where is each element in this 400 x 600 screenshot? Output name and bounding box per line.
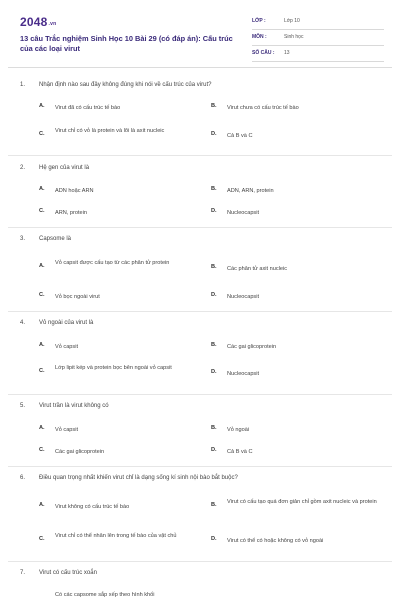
option-letter: C. — [39, 208, 45, 214]
option-letter: C. — [39, 292, 45, 298]
option-letter: A. — [39, 502, 45, 508]
option-letter: D. — [211, 447, 217, 453]
option-letter: B. — [211, 425, 217, 431]
meta-label: MÔN : — [252, 34, 267, 40]
question-text: Capsome là — [39, 236, 72, 242]
question-number: 6. — [20, 475, 26, 481]
option-letter: D. — [211, 369, 217, 375]
meta-table — [252, 15, 384, 63]
option-text: ARN, protein — [55, 210, 88, 216]
question-divider — [8, 394, 392, 395]
question-text: Điều quan trọng nhất khiến virut chỉ là dạng sống kí sinh nội bào bắt buộc? — [39, 475, 238, 481]
option-text: Virut có thể có hoặc không có vỏ ngoài — [227, 538, 324, 544]
document-title: 13 câu Trắc nghiệm Sinh Học 10 Bài 29 (có đáp án): Cấu trúc của các loại virut — [20, 34, 233, 53]
question-number: 4. — [20, 320, 26, 326]
question-divider — [8, 155, 392, 156]
question-text: Hệ gen của virut là — [39, 165, 90, 171]
option-text: Các phân tử axit nucleic — [227, 266, 288, 272]
question-divider — [8, 466, 392, 467]
question-divider — [8, 311, 392, 312]
option-letter: A. — [39, 186, 45, 192]
option-text: Vỏ capsit — [55, 344, 79, 350]
option-text: Nucleocapsit — [227, 210, 260, 216]
meta-value: Lớp 10 — [284, 18, 300, 24]
meta-value: Sinh học — [284, 34, 304, 40]
question-number: 5. — [20, 403, 26, 409]
option-letter: D. — [211, 536, 217, 542]
option-text: Vỏ capsit được cấu tạo từ các phân tử protein — [55, 260, 170, 266]
question-number: 2. — [20, 165, 26, 171]
option-letter: B. — [211, 502, 217, 508]
option-text: Virut chỉ có thể nhân lên trong tế bào của vật chủ — [55, 533, 177, 539]
meta-row-count — [252, 47, 384, 62]
option-text: Vỏ bọc ngoài virut — [55, 294, 100, 300]
option-text: Virut chưa có cấu trúc tế bào — [227, 105, 299, 111]
question-text: Virut trần là virut không có — [39, 403, 109, 409]
site-logo[interactable] — [20, 15, 56, 29]
question-text: Nhận định nào sau đây không đúng khi nói về cấu trúc của virut? — [39, 82, 212, 88]
option-text: Lớp lipit kép và protein bọc bên ngoài vỏ capsit — [55, 365, 172, 371]
question-number: 3. — [20, 236, 26, 242]
option-letter: C. — [39, 536, 45, 542]
option-letter: D. — [211, 292, 217, 298]
option-letter: A. — [39, 103, 45, 109]
option-text: Vỏ ngoài — [227, 427, 250, 433]
option-text: ADN hoặc ARN — [55, 188, 94, 194]
meta-label: SỐ CÂU : — [252, 50, 275, 56]
logo-suffix: .vn — [48, 21, 57, 27]
option-letter: B. — [211, 103, 217, 109]
meta-value: 13 — [284, 50, 290, 56]
question-divider — [8, 227, 392, 228]
option-text: Virut chỉ có vỏ là protein và lõi là axit nucleic — [55, 128, 165, 134]
question-number: 7. — [20, 570, 26, 576]
option-letter: C. — [39, 131, 45, 137]
option-text: Virut không có cấu trúc tế bào — [55, 504, 130, 510]
option-letter: B. — [211, 186, 217, 192]
option-letter: B. — [211, 342, 217, 348]
question-number: 1. — [20, 82, 26, 88]
question-text: Vỏ ngoài của virut là — [39, 320, 94, 326]
option-text: Virut đã có cấu trúc tế bào — [55, 105, 121, 111]
option-text: Các gai glicoprotein — [227, 344, 277, 350]
question-text: Virut có cấu trúc xoắn — [39, 570, 97, 576]
option-text: Nucleocapsit — [227, 371, 260, 377]
meta-row-subject — [252, 31, 384, 46]
question-divider — [8, 561, 392, 562]
option-letter: A. — [39, 263, 45, 269]
option-text: Vỏ capsit — [55, 427, 79, 433]
option-text: Cả B và C — [227, 133, 253, 139]
option-letter: B. — [211, 264, 217, 270]
option-text: Nucleocapsit — [227, 294, 260, 300]
option-text: ADN, ARN, protein — [227, 188, 274, 194]
option-letter: D. — [211, 131, 217, 137]
meta-row-class — [252, 15, 384, 30]
option-text: Virut có cấu tạo quá đơn giản chỉ gồm axit nucleic và protein — [227, 499, 377, 505]
option-letter: C. — [39, 447, 45, 453]
option-text: Các gai glicoprotein — [55, 449, 105, 455]
document-header — [0, 0, 400, 68]
header-divider — [8, 67, 392, 68]
option-letter: D. — [211, 208, 217, 214]
logo-text: 2048 — [20, 15, 48, 29]
option-letter: A. — [39, 342, 45, 348]
option-text: Có các capsome sắp xếp theo hình khối — [55, 592, 155, 598]
option-letter: C. — [39, 368, 45, 374]
option-letter: A. — [39, 425, 45, 431]
option-text: Cả B và C — [227, 449, 253, 455]
meta-label: LỚP : — [252, 18, 266, 24]
